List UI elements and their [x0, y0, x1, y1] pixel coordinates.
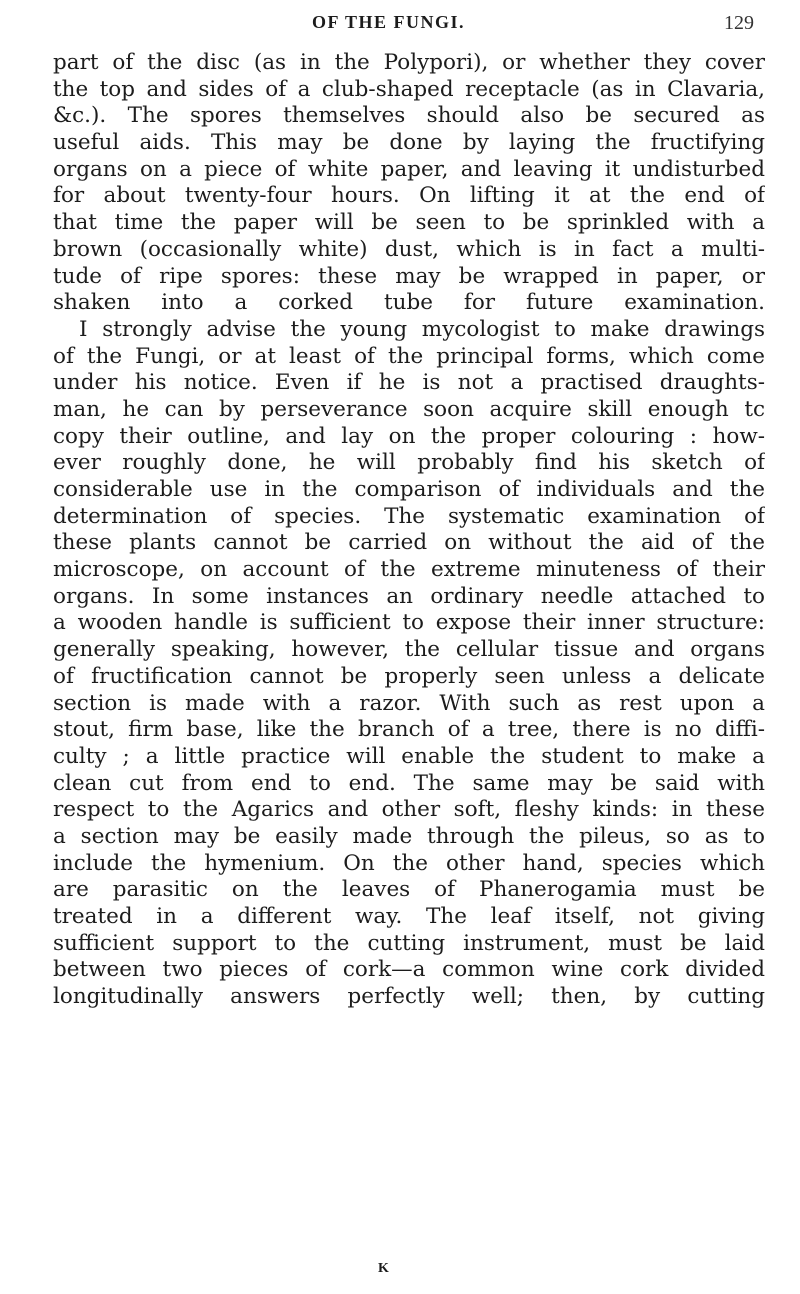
text-line: organs on a piece of white paper, and leaving it undisturbed — [53, 156, 765, 182]
text-line: &c.). The spores themselves should also be secured as — [53, 103, 765, 129]
text-line: of fructification cannot be properly seen unless a delicate — [53, 663, 765, 689]
text-line: longitudinally answers perfectly well; then, by cutting — [53, 984, 765, 1010]
text-line: culty ; a little practice will enable the student to make a — [53, 743, 765, 769]
text-line: microscope, on account of the extreme minuteness of their — [53, 557, 765, 583]
text-line: copy their outline, and lay on the proper colouring : how- — [53, 423, 765, 449]
page-number: 129 — [724, 12, 754, 34]
text-line: between two pieces of cork—a common wine cork divided — [53, 957, 765, 983]
text-line: that time the paper will be seen to be sprinkled with a — [53, 210, 765, 236]
text-line: these plants cannot be carried on without the aid of the — [53, 530, 765, 556]
text-line: under his notice. Even if he is not a practised draughts- — [53, 370, 765, 396]
text-line: of the Fungi, or at least of the principal forms, which come — [53, 343, 765, 369]
text-line: a section may be easily made through the pileus, so as to — [53, 823, 765, 849]
text-line: organs. In some instances an ordinary needle attached to — [53, 583, 765, 609]
running-head — [0, 0, 800, 50]
paragraph — [53, 317, 765, 1011]
text-line: section is made with a razor. With such as rest upon a — [53, 690, 765, 716]
text-line: stout, firm base, like the branch of a tree, there is no diffi- — [53, 717, 765, 743]
paragraph — [53, 50, 765, 317]
body-text — [53, 50, 765, 1011]
text-line: clean cut from end to end. The same may be said with — [53, 770, 765, 796]
text-line: part of the disc (as in the Polypori), or whether they cover — [53, 50, 765, 75]
text-line: are parasitic on the leaves of Phanerogamia must be — [53, 877, 765, 903]
running-title: OF THE FUNGI. — [312, 12, 466, 32]
text-line: the top and sides of a club-shaped receptacle (as in Clavaria, — [53, 76, 765, 102]
text-line: sufficient support to the cutting instrument, must be laid — [53, 930, 765, 956]
text-line: man, he can by perseverance soon acquire skill enough tc — [53, 396, 765, 422]
signature-mark: K — [378, 1261, 389, 1276]
text-line: generally speaking, however, the cellular tissue and organs — [53, 637, 765, 663]
text-line: brown (occasionally white) dust, which is in fact a multi- — [53, 236, 765, 262]
text-line: determination of species. The systematic examination of — [53, 503, 765, 529]
text-line: considerable use in the comparison of individuals and the — [53, 477, 765, 502]
text-line: I strongly advise the young mycologist to make drawings — [79, 316, 765, 342]
text-line: treated in a different way. The leaf itself, not giving — [53, 904, 765, 929]
text-line: tude of ripe spores: these may be wrapped in paper, or — [53, 263, 765, 289]
text-line: respect to the Agarics and other soft, fleshy kinds: in these — [53, 797, 765, 823]
text-line: for about twenty-four hours. On lifting it at the end of — [53, 183, 765, 209]
text-line: a wooden handle is sufficient to expose their inner structure: — [53, 610, 765, 636]
text-line: shaken into a corked tube for future examination. — [53, 290, 765, 316]
text-line: useful aids. This may be done by laying the fructifying — [53, 130, 765, 156]
text-line: include the hymenium. On the other hand, species which — [53, 850, 765, 876]
text-line: ever roughly done, he will probably find his sketch of — [53, 450, 765, 476]
